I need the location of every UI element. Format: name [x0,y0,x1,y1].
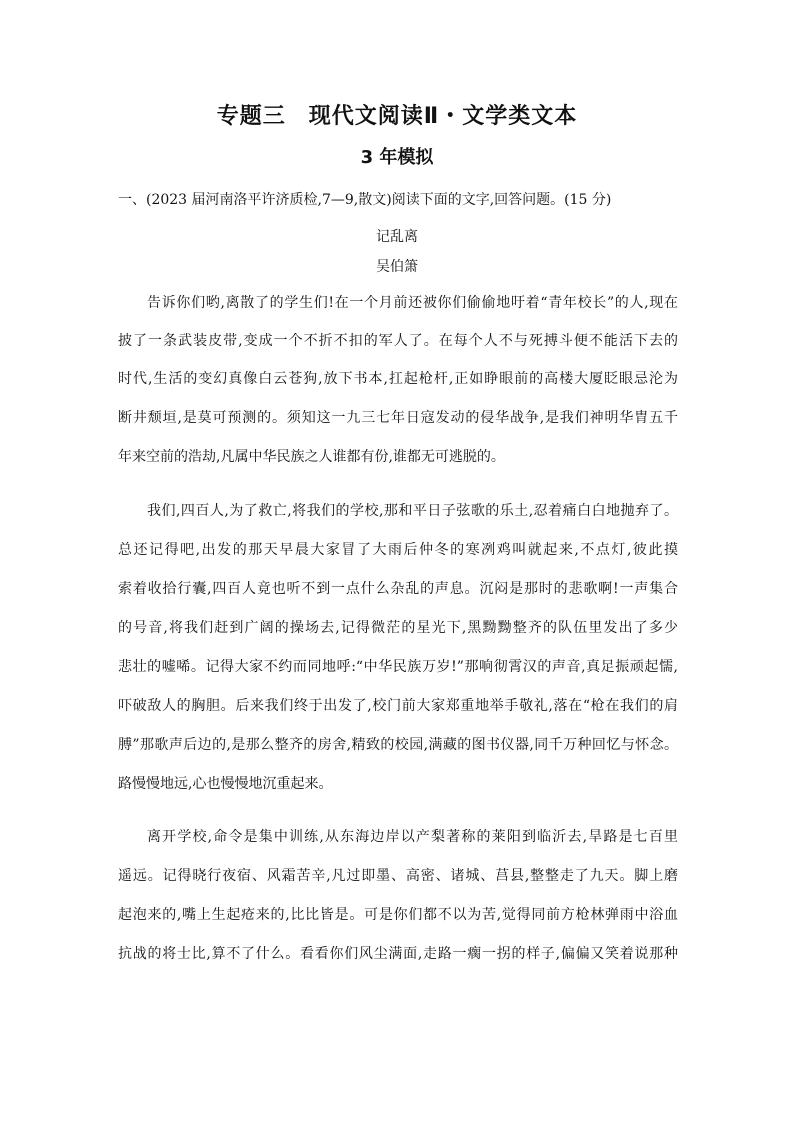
paragraph-line: 起泡来的,嘴上生起疮来的,比比皆是。可是你们都不以为苦,觉得同前方枪林弹雨中浴血 [118,907,678,923]
question-prompt: 一、(2023 届河南洛平许济质检,7—9,散文)阅读下面的文字,回答问题。(15 分) [118,192,612,208]
paragraph-line: 告诉你们哟,离散了的学生们!在一个月前还被你们偷偷地吁着“青年校长”的人,现在 [147,295,678,311]
article-title: 记乱离 [376,229,418,245]
paragraph-line: 时代,生活的变幻真像白云苍狗,放下书本,扛起枪杆,正如睁眼前的高楼大厦眨眼忌沦为 [118,371,678,387]
paragraph-line: 年来空前的浩劫,凡属中华民族之人谁都有份,谁都无可逃脱的。 [118,449,505,465]
page-title: 专题三 现代文阅读Ⅱ・文学类文本 [216,104,578,129]
paragraph-line: 悲壮的嘘唏。记得大家不约而同地呼:“中华民族万岁!”那响彻霄汉的声音,真足振顽起懦, [118,659,678,675]
paragraph-line: 的号音,将我们赶到广阔的操场去,记得微茫的星光下,黑黝黝整齐的队伍里发出了多少 [118,620,678,636]
paragraph-line: 我们,四百人,为了救亡,将我们的学校,那和平日子弦歌的乐土,忍着痛白白地抛弃了。 [147,503,678,519]
paragraph-line: 索着收拾行囊,四百人竟也听不到一点什么杂乱的声息。沉闷是那时的悲歌啊!一声集合 [118,581,678,597]
paragraph-line: 路慢慢地远,心也慢慢地沉重起来。 [118,776,333,792]
paragraph-line: 遥远。记得晓行夜宿、风霜苦辛,凡过即墨、高密、诸城、莒县,整整走了九天。脚上磨 [118,868,678,884]
paragraph-line: 总还记得吧,出发的那天早晨大家冒了大雨后仲冬的寒冽鸡叫就起来,不点灯,彼此摸 [118,542,678,558]
paragraph-line: 吓破敌人的胸胆。后来我们终于出发了,校门前大家郑重地举手敬礼,落在“枪在我们的肩 [118,698,678,714]
article-author: 吴伯箫 [376,259,418,275]
paragraph-line: 抗战的将士比,算不了什么。看看你们风尘满面,走路一瘸一拐的样子,偏偏又笑着说那种 [118,946,678,962]
paragraph-line: 披了一条武装皮带,变成一个不折不扣的军人了。在每个人不与死搏斗便不能活下去的 [118,333,678,349]
section-subtitle: 3 年模拟 [360,147,434,168]
paragraph-line: 断井颓垣,是莫可预测的。须知这一九三七年日寇发动的侵华战争,是我们神明华胄五千 [118,410,678,426]
paragraph-line: 膊”那歌声后边的,是那么整齐的房舍,精致的校园,满藏的图书仪器,同千万种回忆与怀念。 [118,737,678,753]
paragraph-line: 离开学校,命令是集中训练,从东海边岸以产梨著称的莱阳到临沂去,旱路是七百里 [147,829,678,845]
